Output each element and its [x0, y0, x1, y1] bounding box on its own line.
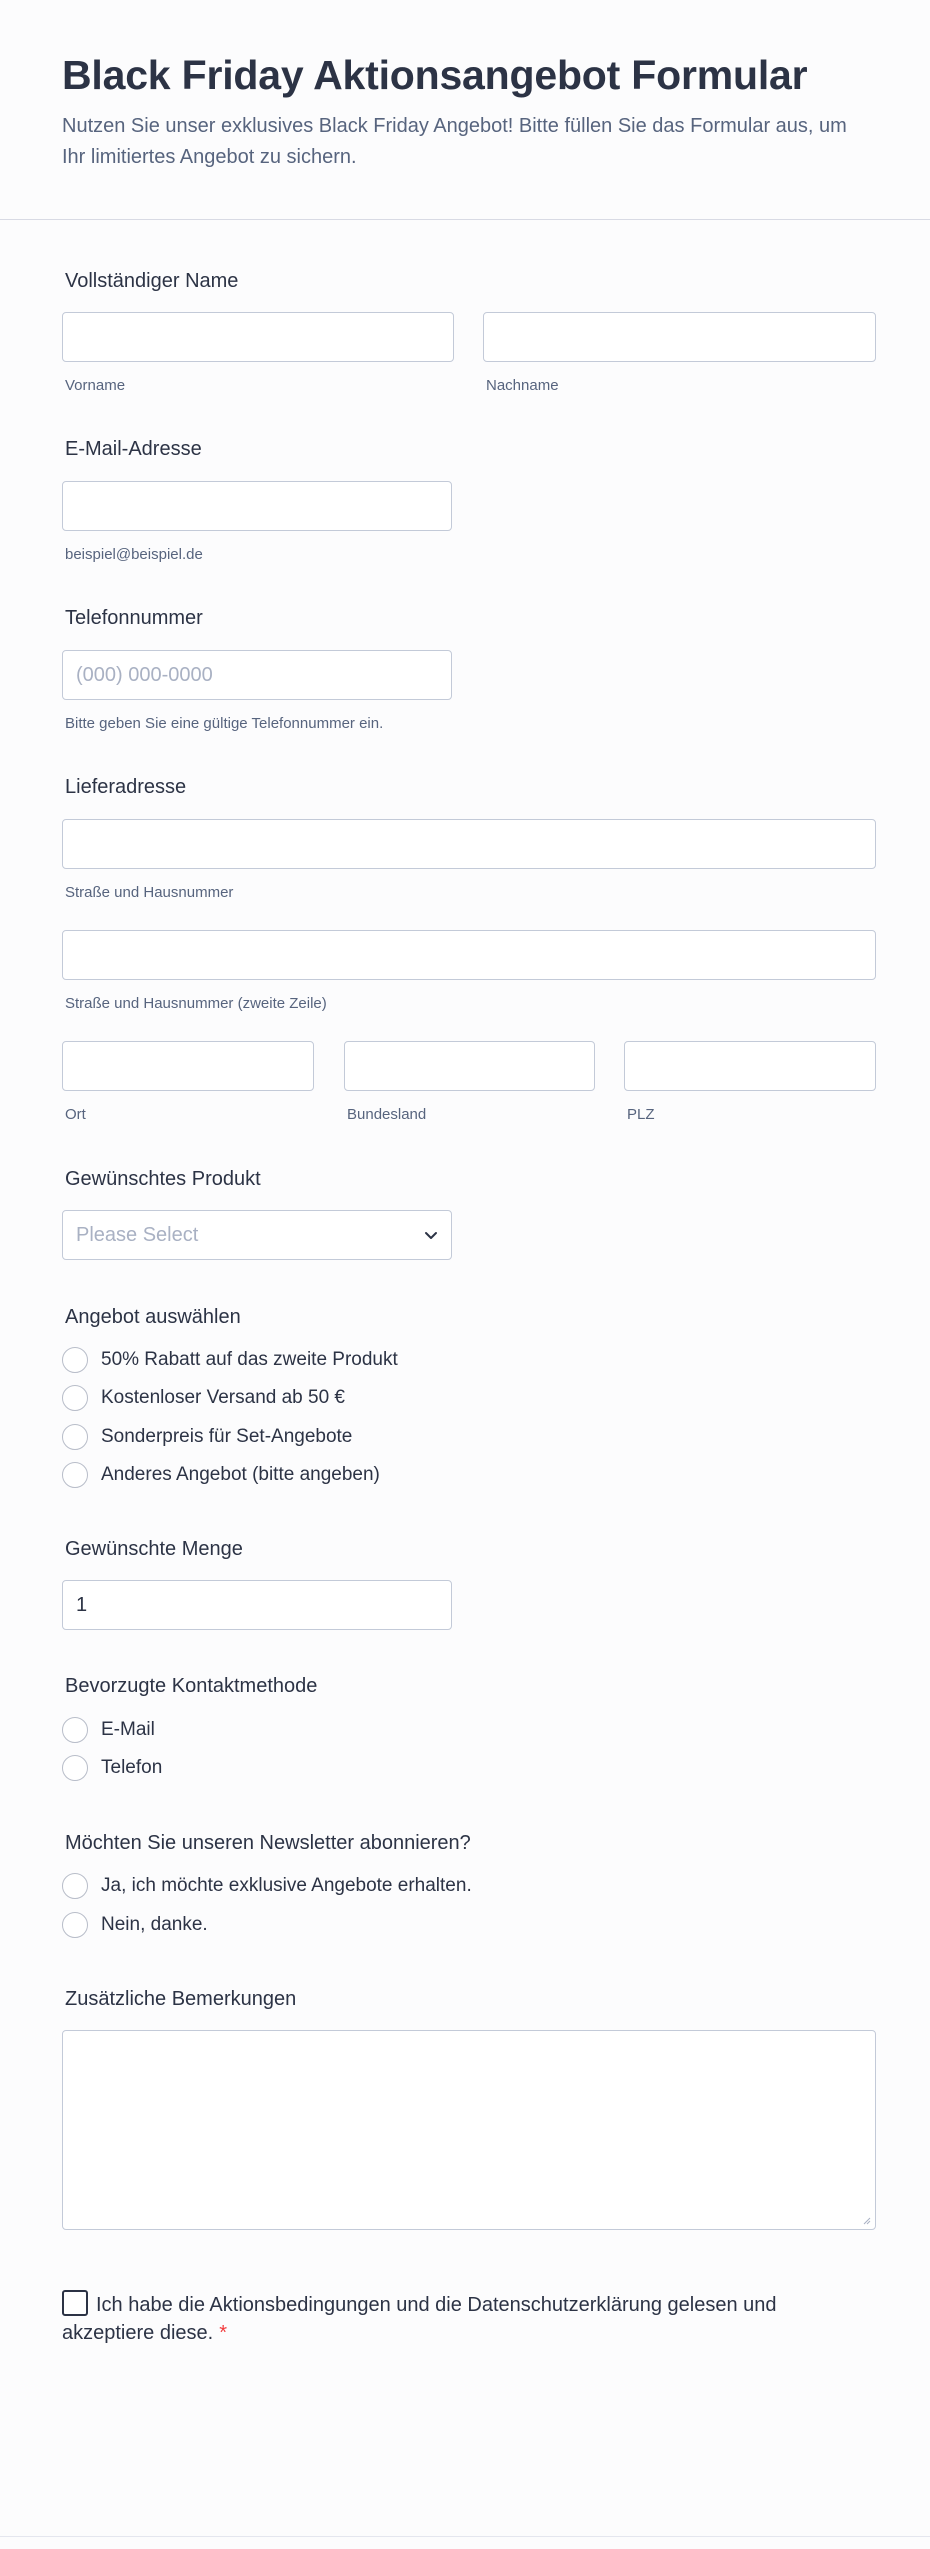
radio-button[interactable]: [62, 1717, 88, 1743]
phone-sublabel: Bitte geben Sie eine gültige Telefonnummer ein.: [65, 715, 384, 732]
city-sublabel: Ort: [65, 1106, 86, 1123]
form-header: [0, 0, 930, 220]
offer-option-label: Kostenloser Versand ab 50 €: [101, 1387, 346, 1408]
radio-button[interactable]: [62, 1424, 88, 1450]
consent-row: [62, 2290, 822, 2347]
product-label: Gewünschtes Produkt: [65, 1168, 261, 1190]
street-sublabel: Straße und Hausnummer: [65, 884, 234, 901]
street-input[interactable]: [62, 819, 876, 869]
zip-input[interactable]: [624, 1041, 876, 1091]
resize-handle-icon[interactable]: [861, 2215, 871, 2225]
form-subtitle: Nutzen Sie unser exklusives Black Friday Angebot! Bitte füllen Sie das Formular aus, um Ihr limitiertes Angebot zu sichern.: [62, 115, 847, 168]
email-sublabel: beispiel@beispiel.de: [65, 546, 203, 563]
phone-label: Telefonnummer: [65, 607, 203, 629]
last-name-sublabel: Nachname: [486, 377, 559, 394]
consent-text: Ich habe die Aktionsbedingungen und die Datenschutzerklärung gelesen und akzeptiere diese.: [62, 2294, 777, 2344]
contact-method-label: Bevorzugte Kontaktmethode: [65, 1675, 318, 1697]
quantity-input[interactable]: [62, 1580, 452, 1630]
required-asterisk: *: [219, 2322, 227, 2344]
remarks-textarea[interactable]: [62, 2030, 876, 2230]
street2-input[interactable]: [62, 930, 876, 980]
offer-option[interactable]: [62, 1346, 398, 1374]
radio-button[interactable]: [62, 1755, 88, 1781]
offer-label: Angebot auswählen: [65, 1306, 241, 1328]
offer-option-label: Sonderpreis für Set-Angebote: [101, 1426, 353, 1447]
zip-sublabel: PLZ: [627, 1106, 655, 1123]
newsletter-option[interactable]: [62, 1872, 472, 1900]
offer-option[interactable]: [62, 1384, 345, 1412]
email-label: E-Mail-Adresse: [65, 438, 202, 460]
radio-button[interactable]: [62, 1462, 88, 1488]
newsletter-option-label: Ja, ich möchte exklusive Angebote erhalten.: [101, 1875, 472, 1896]
state-input[interactable]: [344, 1041, 595, 1091]
offer-option[interactable]: [62, 1461, 380, 1489]
consent-checkbox[interactable]: [62, 2290, 88, 2316]
radio-button[interactable]: [62, 1385, 88, 1411]
offer-option-label: 50% Rabatt auf das zweite Produkt: [101, 1349, 398, 1370]
form-title: Black Friday Aktionsangebot Formular: [62, 52, 808, 98]
contact-option[interactable]: [62, 1716, 155, 1744]
email-input[interactable]: [62, 481, 452, 531]
chevron-down-icon: [424, 1228, 438, 1242]
address-label: Lieferadresse: [65, 776, 187, 798]
city-input[interactable]: [62, 1041, 314, 1091]
product-select-value: Please Select: [76, 1223, 199, 1246]
phone-input[interactable]: [62, 650, 452, 700]
radio-button[interactable]: [62, 1873, 88, 1899]
contact-option-label: Telefon: [101, 1757, 163, 1778]
radio-button[interactable]: [62, 1347, 88, 1373]
newsletter-label: Möchten Sie unseren Newsletter abonnieren?: [65, 1832, 471, 1854]
full-name-label: Vollständiger Name: [65, 270, 239, 292]
product-select[interactable]: [62, 1210, 452, 1260]
offer-option-label: Anderes Angebot (bitte angeben): [101, 1464, 380, 1485]
radio-button[interactable]: [62, 1912, 88, 1938]
offer-option[interactable]: [62, 1423, 352, 1451]
first-name-sublabel: Vorname: [65, 377, 126, 394]
first-name-input[interactable]: [62, 312, 454, 362]
street2-sublabel: Straße und Hausnummer (zweite Zeile): [65, 995, 327, 1012]
remarks-label: Zusätzliche Bemerkungen: [65, 1988, 297, 2010]
last-name-input[interactable]: [483, 312, 876, 362]
newsletter-option-label: Nein, danke.: [101, 1914, 208, 1935]
footer-divider: [0, 2536, 930, 2537]
state-sublabel: Bundesland: [347, 1106, 427, 1123]
quantity-label: Gewünschte Menge: [65, 1538, 243, 1560]
contact-option-label: E-Mail: [101, 1719, 155, 1740]
contact-option[interactable]: [62, 1754, 162, 1782]
newsletter-option[interactable]: [62, 1911, 208, 1939]
